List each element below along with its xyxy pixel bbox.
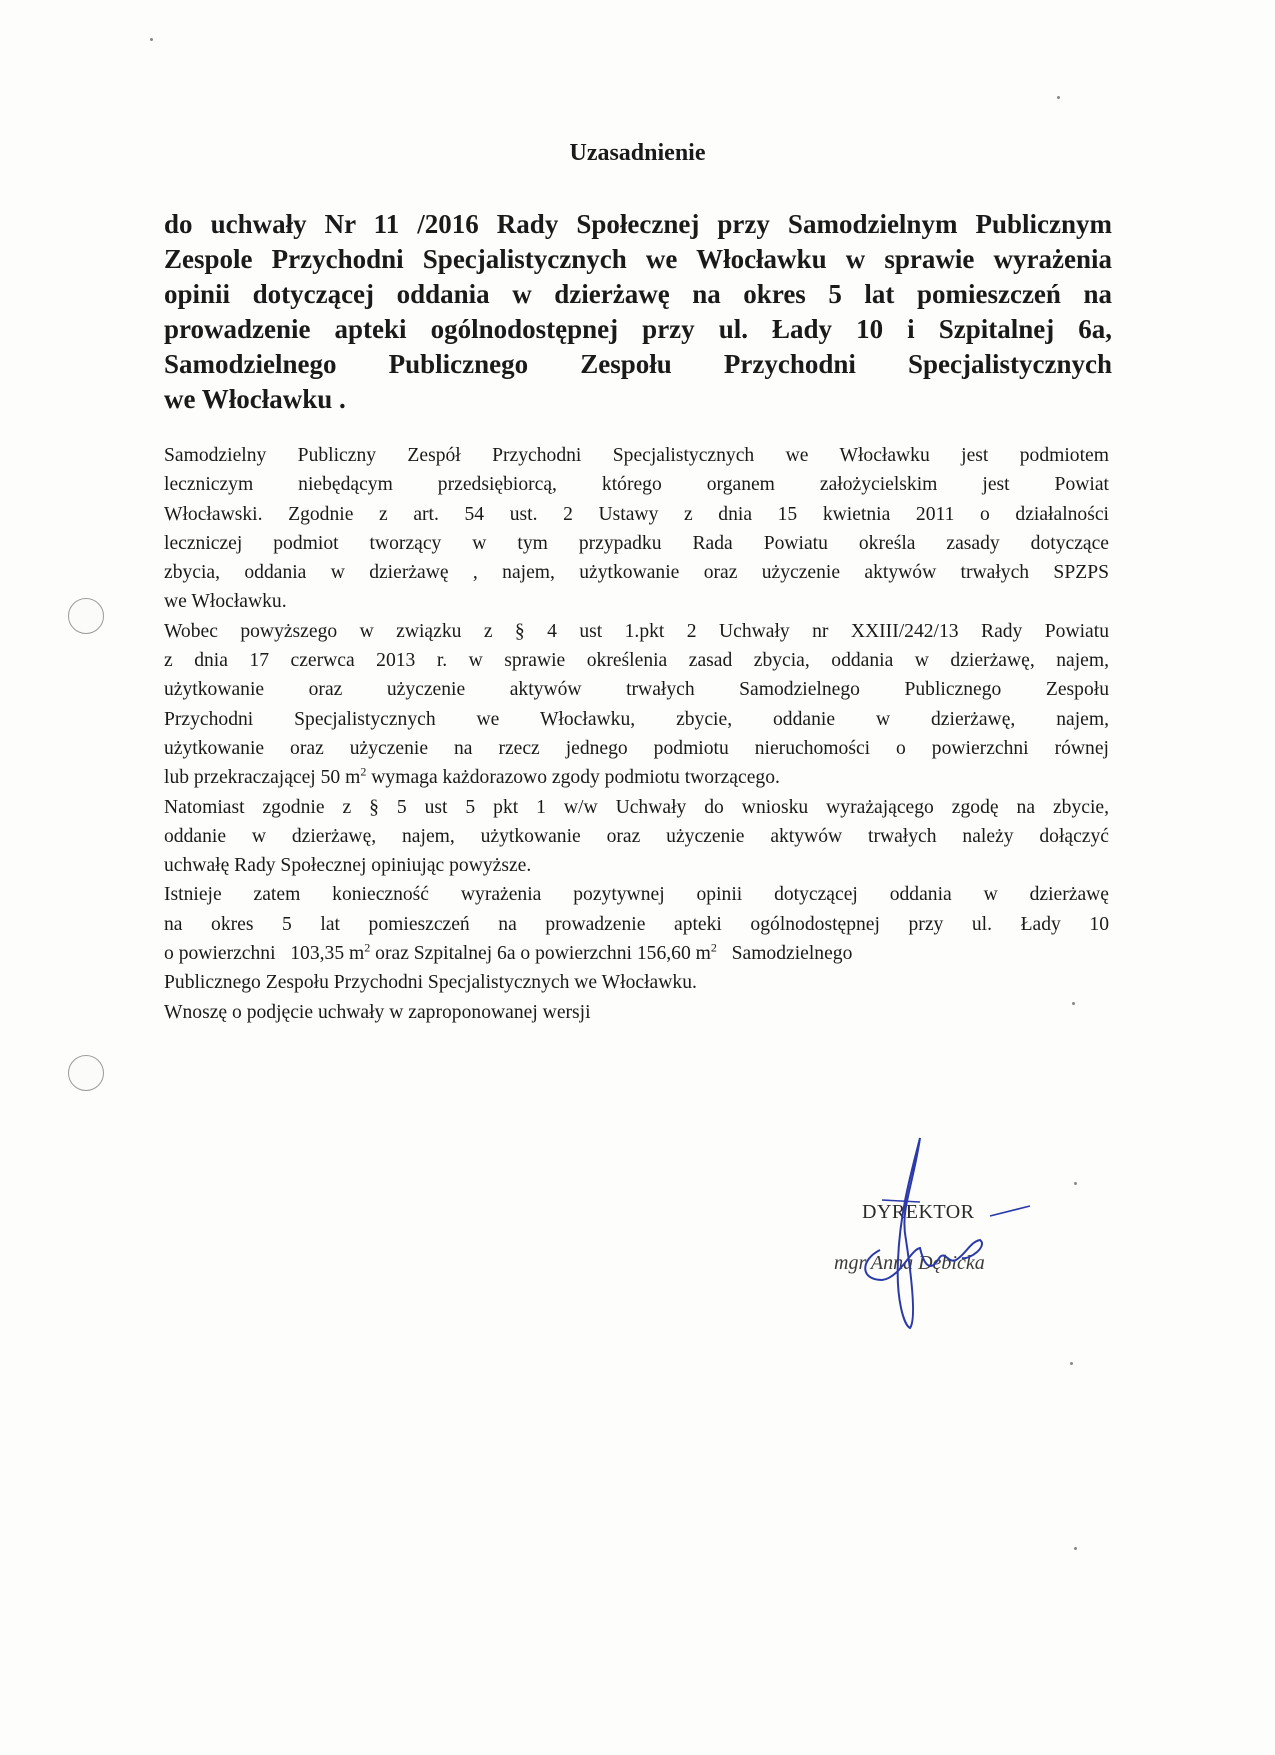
body-line: z dnia 17 czerwca 2013 r. w sprawie określenia zasad zbycia, oddania w dzierżawę, najem,: [164, 650, 1109, 672]
superscript: 2: [710, 940, 717, 955]
heading-line: Zespole Przychodni Specjalistycznych we Włocławku w sprawie wyrażenia: [164, 244, 1112, 274]
body-line: [164, 939, 1109, 968]
body-line: zbycia, oddania w dzierżawę , najem, użytkowanie oraz użyczenie aktywów trwałych SPZPS: [164, 562, 1109, 584]
document-title: Uzasadnienie: [569, 140, 706, 166]
body-line: [164, 763, 1109, 792]
body-line-part: wymaga każdorazowo zgody podmiotu tworzącego.: [371, 767, 780, 789]
scan-speck: [1074, 1547, 1077, 1550]
body-line: uchwałę Rady Społecznej opiniując powyższe.: [164, 855, 532, 877]
body-line: Samodzielny Publiczny Zespół Przychodni Specjalistycznych we Włocławku jest podmiotem: [164, 445, 1109, 466]
heading-line: Samodzielnego Publicznego Zespołu Przychodni Specjalistycznych: [164, 349, 1112, 379]
body-line: Istnieje zatem konieczność wyrażenia pozytywnej opinii dotyczącej oddania w dzierżawę: [164, 884, 1109, 906]
body-line: oddanie w dzierżawę, najem, użytkowanie oraz użyczenie aktywów trwałych należy dołączyć: [164, 825, 1109, 847]
body-line-part: o powierzchni 103,35 m: [164, 943, 365, 965]
signatory-name: mgr Anna Dębicka: [834, 1252, 985, 1274]
signature-block: [820, 1130, 1080, 1330]
body-line-part: lub przekraczającej 50 m: [164, 767, 361, 789]
body-line: Włocławski. Zgodnie z art. 54 ust. 2 Ustawy z dnia 15 kwietnia 2011 o działalności: [164, 503, 1109, 525]
body-line-part: oraz Szpitalnej 6a o powierzchni 156,60 m: [375, 943, 711, 965]
body-line: we Włocławku.: [164, 591, 287, 613]
body-line: Przychodni Specjalistycznych we Włocławku, zbycie, oddanie w dzierżawę, najem,: [164, 708, 1109, 730]
punch-hole: [68, 1055, 104, 1091]
body-line: użytkowanie oraz użyczenie na rzecz jednego podmiotu nieruchomości o powierzchni równej: [164, 737, 1109, 759]
body-line: na okres 5 lat pomieszczeń na prowadzenie apteki ogólnodostępnej przy ul. Łady 10: [164, 913, 1109, 935]
body-line: leczniczej podmiot tworzący w tym przypadku Rada Powiatu określa zasady dotyczące: [164, 532, 1109, 554]
body-line: użytkowanie oraz użyczenie aktywów trwałych Samodzielnego Publicznego Zespołu: [164, 679, 1109, 701]
handwritten-signature: [820, 1130, 1080, 1330]
heading-line: opinii dotyczącej oddania w dzierżawę na okres 5 lat pomieszczeń na: [164, 279, 1112, 309]
punch-hole: [68, 598, 104, 634]
body-line: Natomiast zgodnie z § 5 ust 5 pkt 1 w/w Uchwały do wniosku wyrażającego zgodę na zbycie,: [164, 796, 1109, 818]
heading-line: we Włocławku .: [164, 384, 346, 414]
superscript: 2: [364, 940, 371, 955]
body-line: Wnoszę o podjęcie uchwały w zaproponowanej wersji: [164, 1001, 591, 1023]
heading-line: do uchwały Nr 11 /2016 Rady Społecznej przy Samodzielnym Publicznym: [164, 209, 1112, 239]
scan-speck: [1057, 96, 1060, 99]
scan-speck: [150, 38, 153, 41]
body-line: leczniczym niebędącym przedsiębiorcą, którego organem założycielskim jest Powiat: [164, 474, 1109, 496]
scan-speck: [1070, 1362, 1073, 1365]
body-line: Publicznego Zespołu Przychodni Specjalistycznych we Włocławku.: [164, 972, 697, 994]
heading-line: prowadzenie apteki ogólnodostępnej przy ul. Łady 10 i Szpitalnej 6a,: [164, 314, 1112, 344]
superscript: 2: [360, 764, 367, 779]
justification-body: [164, 441, 1109, 1027]
signatory-title: DYREKTOR: [862, 1201, 975, 1223]
resolution-heading: [164, 207, 1112, 417]
body-line-part: Samodzielnego: [731, 943, 853, 965]
body-line: Wobec powyższego w związku z § 4 ust 1.pkt 2 Uchwały nr XXIII/242/13 Rady Powiatu: [164, 620, 1109, 642]
